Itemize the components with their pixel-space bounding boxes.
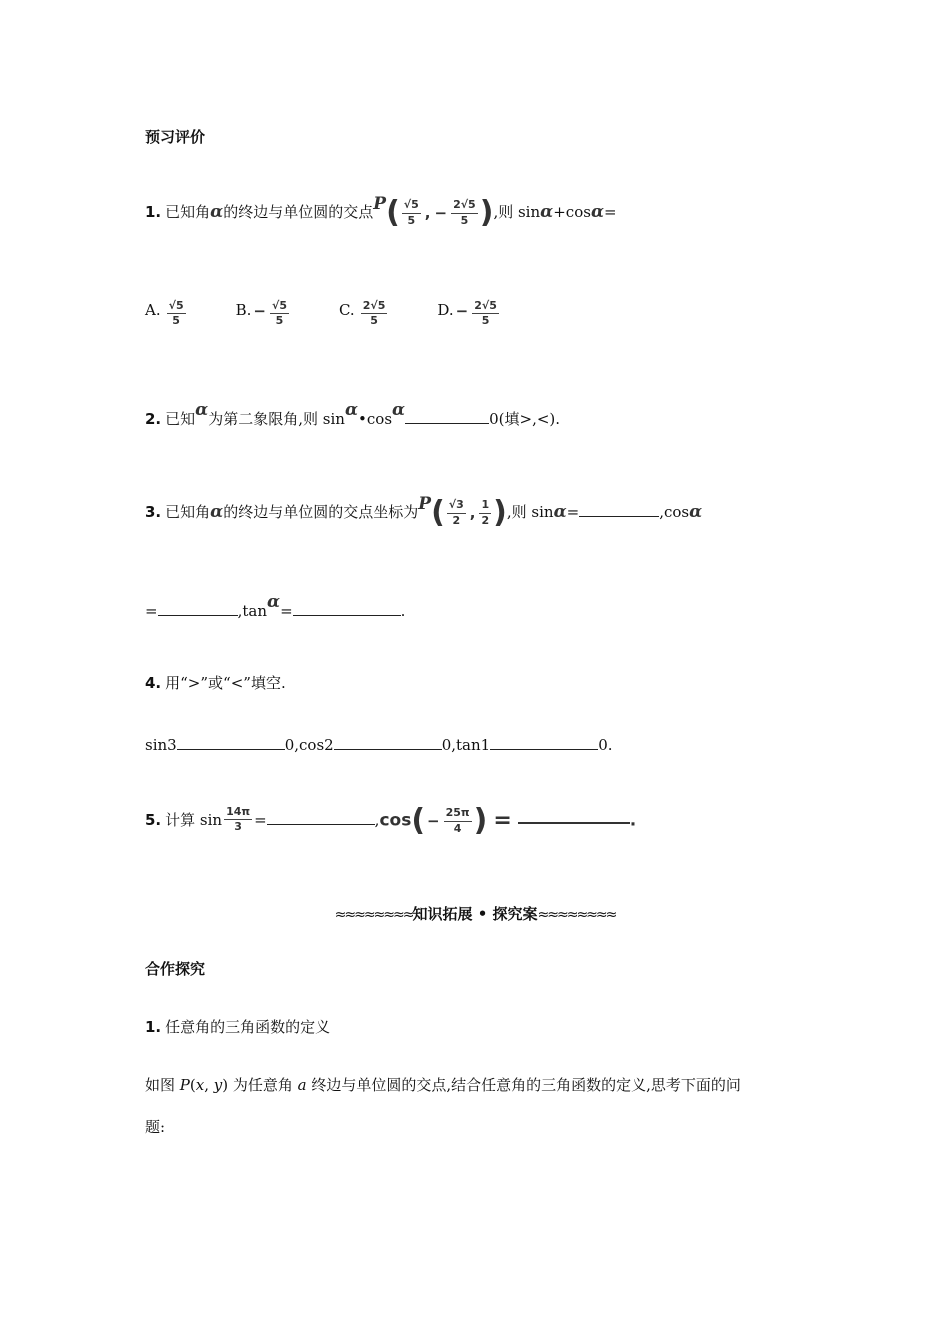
answer-blank-sin14pi[interactable]: [267, 811, 375, 825]
q4-cos: 0,cos2: [284, 736, 334, 754]
option-d[interactable]: [437, 300, 501, 327]
var-y: y: [213, 1076, 223, 1094]
question-3-line-2: [145, 592, 406, 620]
q4-sin: sin3: [145, 736, 177, 754]
section-divider: [0, 903, 950, 924]
fraction-numerator: 2√5: [472, 300, 499, 314]
open-paren: (: [411, 803, 426, 838]
para-text-e: 终边与单位圆的交点,结合任意角的三角函数的定义,思考下面的问: [306, 1076, 741, 1094]
fraction-numerator: 2√5: [361, 300, 388, 314]
q3-text-a: 已知角: [165, 503, 211, 521]
alpha-symbol: α: [392, 400, 406, 420]
option-fraction: [167, 300, 186, 327]
question-2: [145, 400, 561, 428]
var-alpha: a: [297, 1076, 307, 1094]
para-text-d: ) 为任意角: [222, 1076, 298, 1094]
alpha-symbol: α: [195, 400, 209, 420]
fraction-denominator: 5: [481, 314, 490, 328]
close-paren: ): [473, 803, 488, 838]
alpha-symbol: α: [210, 202, 224, 222]
answer-blank-tan[interactable]: [293, 602, 401, 616]
q2-text-d: 0(填>,<).: [489, 410, 561, 428]
fraction-numerator: 25π: [444, 807, 472, 821]
wave-ornament-left: ≈≈≈≈≈≈≈≈: [334, 907, 413, 923]
q5-text-a: 计算 sin: [165, 811, 223, 829]
option-b[interactable]: [236, 300, 291, 327]
q3-line2-a: =: [145, 602, 158, 620]
alpha-symbol: α: [540, 202, 554, 222]
section-number: 1.: [145, 1018, 162, 1036]
fraction-numerator: √5: [167, 300, 186, 314]
para-text-a: 如图: [145, 1076, 180, 1094]
answer-blank-sin[interactable]: [579, 503, 659, 517]
q1-options: [145, 300, 549, 327]
fraction-denominator: 2: [481, 513, 490, 527]
fraction-denominator: 5: [370, 314, 378, 328]
option-label: B.: [235, 301, 252, 319]
q3-text-c: ,则 sin: [506, 503, 554, 521]
q1-text-d: +cos: [553, 203, 591, 221]
close-paren: ): [479, 195, 494, 230]
fraction-denominator: 3: [234, 820, 242, 834]
fraction-numerator: 14π: [224, 806, 252, 820]
fraction-y: [451, 199, 478, 226]
option-fraction: [361, 300, 388, 327]
q4-end: 0.: [598, 736, 613, 754]
q1-text-e: =: [604, 203, 617, 221]
close-paren: ): [493, 495, 507, 530]
q4-tan: 0,tan1: [441, 736, 491, 754]
divider-title: 知识拓展 • 探究案: [412, 905, 538, 923]
fraction-x: [447, 499, 466, 526]
fraction-numerator: √5: [270, 300, 289, 314]
alpha-symbol: α: [344, 400, 359, 420]
fraction-denominator: 5: [407, 213, 416, 227]
minus-sign: −: [434, 203, 448, 222]
q1-text-b: 的终边与单位圆的交点: [223, 203, 374, 221]
answer-blank-tan1[interactable]: [490, 736, 598, 750]
equals-sign: =: [493, 808, 512, 833]
question-4-line-2: [145, 736, 613, 753]
open-paren: (: [386, 195, 400, 230]
option-label: A.: [145, 301, 161, 319]
answer-blank-cos2[interactable]: [334, 736, 442, 750]
fraction-numerator: 2√5: [451, 199, 478, 213]
fraction-denominator: 5: [460, 213, 469, 227]
answer-bar[interactable]: [518, 822, 630, 824]
q4-text: 用“>”或“<”填空.: [165, 674, 286, 692]
point-p-symbol: P: [373, 194, 387, 214]
answer-blank-sin3[interactable]: [177, 736, 285, 750]
q1-text-c: ,则 sin: [493, 203, 541, 221]
q2-text-a: 已知: [165, 410, 196, 428]
alpha-symbol: α: [553, 502, 567, 522]
alpha-symbol: α: [689, 502, 703, 522]
alpha-symbol: α: [266, 592, 281, 612]
q3-text-e: ,cos: [659, 503, 690, 521]
fraction-y: [479, 499, 491, 526]
option-fraction: [270, 300, 289, 327]
paragraph: [145, 1078, 741, 1093]
question-number: 4.: [145, 674, 162, 692]
fraction-14pi-3: [224, 806, 252, 833]
q3-text-d: =: [566, 503, 580, 521]
fraction-denominator: 2: [452, 513, 461, 527]
q3-line2-d: .: [400, 602, 406, 620]
point-p: P: [179, 1076, 190, 1094]
q3-line2-b: ,tan: [237, 602, 267, 620]
question-number: 1.: [145, 203, 162, 221]
fraction-25pi-4: [444, 807, 472, 834]
question-4: [145, 676, 286, 691]
question-1: [145, 196, 617, 228]
paragraph-line-2: 题:: [145, 1118, 166, 1136]
section-title-text: 任意角的三角函数的定义: [165, 1018, 331, 1036]
q1-text-a: 已知角: [165, 203, 211, 221]
option-label: C.: [338, 301, 355, 319]
fraction-numerator: √3: [447, 499, 466, 513]
cos-function: cos: [379, 810, 412, 831]
option-a[interactable]: [145, 300, 188, 327]
fraction-numerator: 1: [479, 499, 491, 513]
alpha-symbol: α: [210, 502, 224, 522]
fraction-denominator: 4: [453, 821, 462, 835]
option-sign: −: [455, 301, 469, 320]
answer-blank[interactable]: [405, 410, 489, 424]
heading-explore: 合作探究: [145, 960, 206, 978]
q2-text-c: •cos: [358, 410, 393, 428]
wave-ornament-right: ≈≈≈≈≈≈≈≈: [537, 907, 616, 923]
para-text-b: (: [189, 1076, 196, 1094]
option-c[interactable]: [339, 300, 389, 327]
q2-text-b: 为第二象限角,则 sin: [208, 410, 345, 428]
question-3: [145, 496, 702, 528]
q3-text-b: 的终边与单位圆的交点坐标为: [223, 503, 419, 521]
answer-blank-cos[interactable]: [158, 602, 238, 616]
q5-text-c: ,: [374, 811, 380, 829]
var-x: x: [195, 1076, 205, 1094]
option-sign: −: [253, 301, 266, 320]
question-5: [145, 803, 637, 838]
comma: ,: [424, 203, 431, 222]
heading-preview: 预习评价: [145, 128, 206, 146]
section-1-title: [145, 1020, 330, 1035]
question-number: 5.: [145, 811, 162, 829]
q5-end: .: [629, 810, 637, 831]
question-number: 3.: [145, 503, 162, 521]
comma: ,: [469, 503, 476, 522]
option-fraction: [472, 300, 499, 327]
open-paren: (: [431, 495, 445, 530]
para-text-c: ,: [204, 1076, 214, 1094]
minus-sign: −: [427, 811, 440, 830]
option-label: D.: [437, 301, 454, 319]
alpha-symbol: α: [590, 202, 605, 222]
q3-line2-c: =: [280, 602, 293, 620]
fraction-numerator: √5: [402, 199, 421, 213]
q5-text-b: =: [254, 811, 267, 829]
fraction-denominator: 5: [275, 314, 284, 328]
fraction-denominator: 5: [172, 314, 180, 328]
point-p-symbol: P: [418, 494, 432, 514]
fraction-x: [402, 199, 421, 226]
question-number: 2.: [145, 410, 162, 428]
